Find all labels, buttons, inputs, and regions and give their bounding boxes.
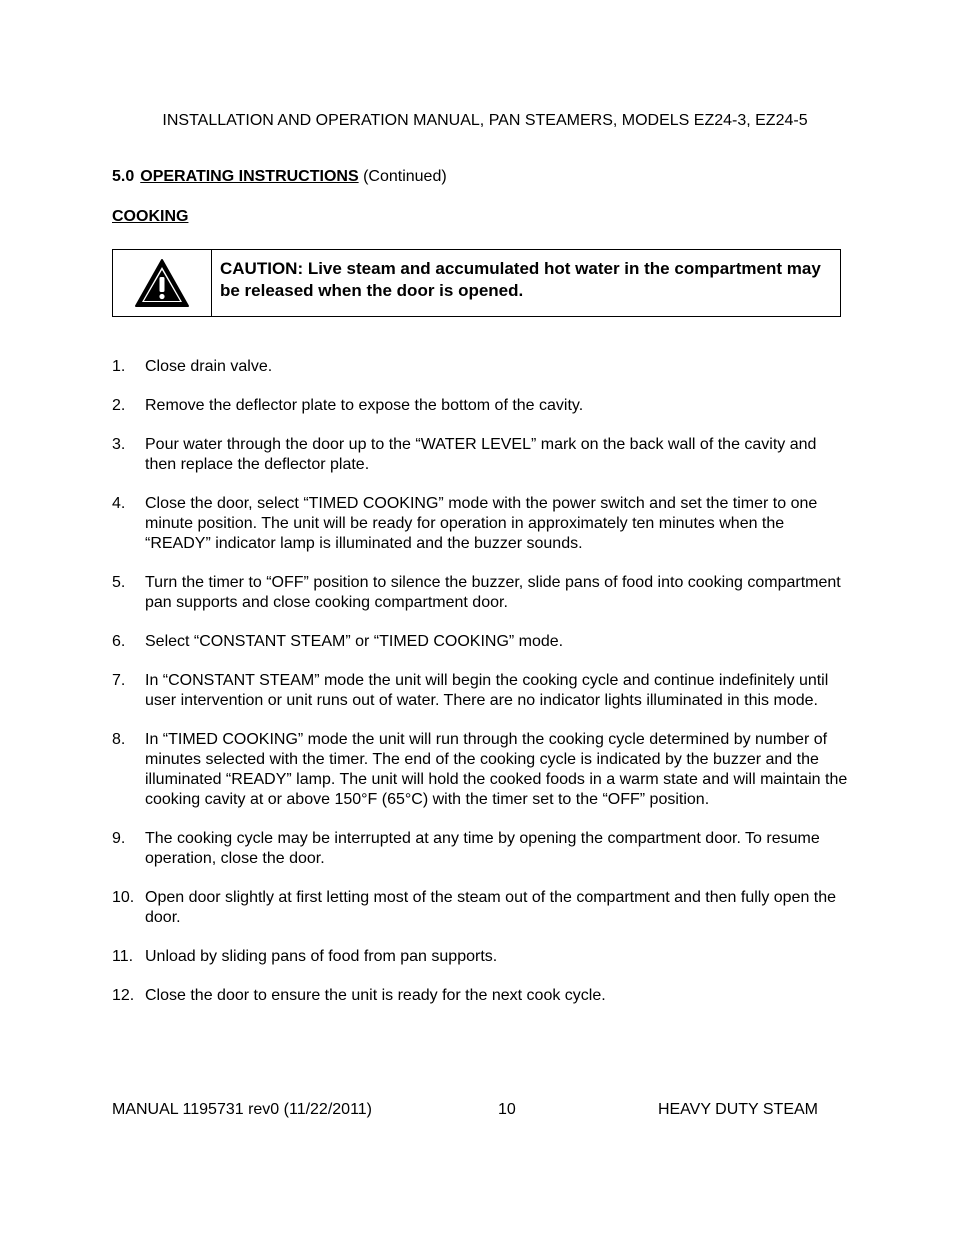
step-text: Unload by sliding pans of food from pan supports. bbox=[145, 948, 498, 965]
step-number: 9. bbox=[112, 830, 126, 847]
step-text: Close drain valve. bbox=[145, 358, 273, 375]
list-item bbox=[112, 986, 852, 1006]
footer-brand: HEAVY DUTY STEAM bbox=[657, 1101, 818, 1118]
step-text: Turn the timer to “OFF” position to silence the buzzer, slide pans of food into cooking compartment pan supports and close cooking compartment door. bbox=[145, 574, 841, 611]
warning-triangle-icon bbox=[134, 258, 190, 308]
step-number: 10. bbox=[112, 889, 135, 906]
list-item bbox=[112, 829, 852, 869]
list-item bbox=[112, 888, 852, 928]
step-text: Close the door, select “TIMED COOKING” mode with the power switch and set the timer to one minute position. The unit will be ready for operation in approximately ten minutes when the “READY” indicator lamp is illuminated and the buzzer sounds. bbox=[145, 495, 818, 552]
step-number: 5. bbox=[112, 574, 126, 591]
step-text: Pour water through the door up to the “WATER LEVEL” mark on the back wall of the cavity and then replace the deflector plate. bbox=[145, 436, 817, 473]
caution-icon-cell bbox=[113, 250, 212, 316]
list-item bbox=[112, 494, 852, 554]
footer-page-number: 10 bbox=[498, 1101, 516, 1118]
step-text: Select “CONSTANT STEAM” or “TIMED COOKING” mode. bbox=[145, 633, 564, 650]
step-number: 7. bbox=[112, 672, 126, 689]
section-suffix: (Continued) bbox=[363, 168, 447, 185]
list-item bbox=[112, 632, 852, 652]
step-text: Remove the deflector plate to expose the bottom of the cavity. bbox=[145, 397, 584, 414]
list-item bbox=[112, 730, 852, 810]
step-number: 4. bbox=[112, 495, 126, 512]
caution-box bbox=[112, 249, 841, 317]
page-header bbox=[0, 112, 954, 130]
step-number: 8. bbox=[112, 731, 126, 748]
section-title: OPERATING INSTRUCTIONS bbox=[140, 168, 359, 185]
section-heading bbox=[112, 168, 447, 186]
footer-manual: MANUAL 1195731 rev0 (11/22/2011) bbox=[112, 1101, 373, 1118]
list-item bbox=[112, 396, 852, 416]
step-text: Open door slightly at first letting most of the steam out of the compartment and then fully open the door. bbox=[145, 889, 837, 926]
subheading: COOKING bbox=[112, 208, 189, 225]
header-title: INSTALLATION AND OPERATION MANUAL, PAN STEAMERS, MODELS EZ24-3, EZ24-5 bbox=[162, 112, 808, 129]
list-item bbox=[112, 573, 852, 613]
section-number: 5.0 bbox=[112, 168, 135, 185]
instruction-list bbox=[112, 357, 852, 1025]
step-number: 2. bbox=[112, 397, 126, 414]
step-number: 3. bbox=[112, 436, 126, 453]
step-text: In “CONSTANT STEAM” mode the unit will begin the cooking cycle and continue indefinitely until user intervention or unit runs out of water. There are no indicator lights illuminated in this mode. bbox=[145, 672, 829, 709]
step-number: 12. bbox=[112, 987, 135, 1004]
page-footer bbox=[112, 1101, 818, 1119]
step-number: 6. bbox=[112, 633, 126, 650]
step-text: In “TIMED COOKING” mode the unit will run through the cooking cycle determined by number of minutes selected with the timer. The end of the cooking cycle is indicated by the buzzer and the illuminated “READY” lamp. The unit will hold the cooked foods in a warm state and will maintain the cooking cavity at or above 150°F (65°C) with the timer set to the “OFF” position. bbox=[145, 731, 848, 808]
step-number: 1. bbox=[112, 358, 126, 375]
step-text: The cooking cycle may be interrupted at any time by opening the compartment door. To resume operation, close the door. bbox=[145, 830, 820, 867]
step-number: 11. bbox=[112, 948, 134, 965]
caution-text: CAUTION: Live steam and accumulated hot water in the compartment may be released when the door is opened. bbox=[220, 259, 821, 300]
list-item bbox=[112, 435, 852, 475]
step-text: Close the door to ensure the unit is ready for the next cook cycle. bbox=[145, 987, 606, 1004]
list-item bbox=[112, 357, 852, 377]
list-item bbox=[112, 947, 852, 967]
list-item bbox=[112, 671, 852, 711]
